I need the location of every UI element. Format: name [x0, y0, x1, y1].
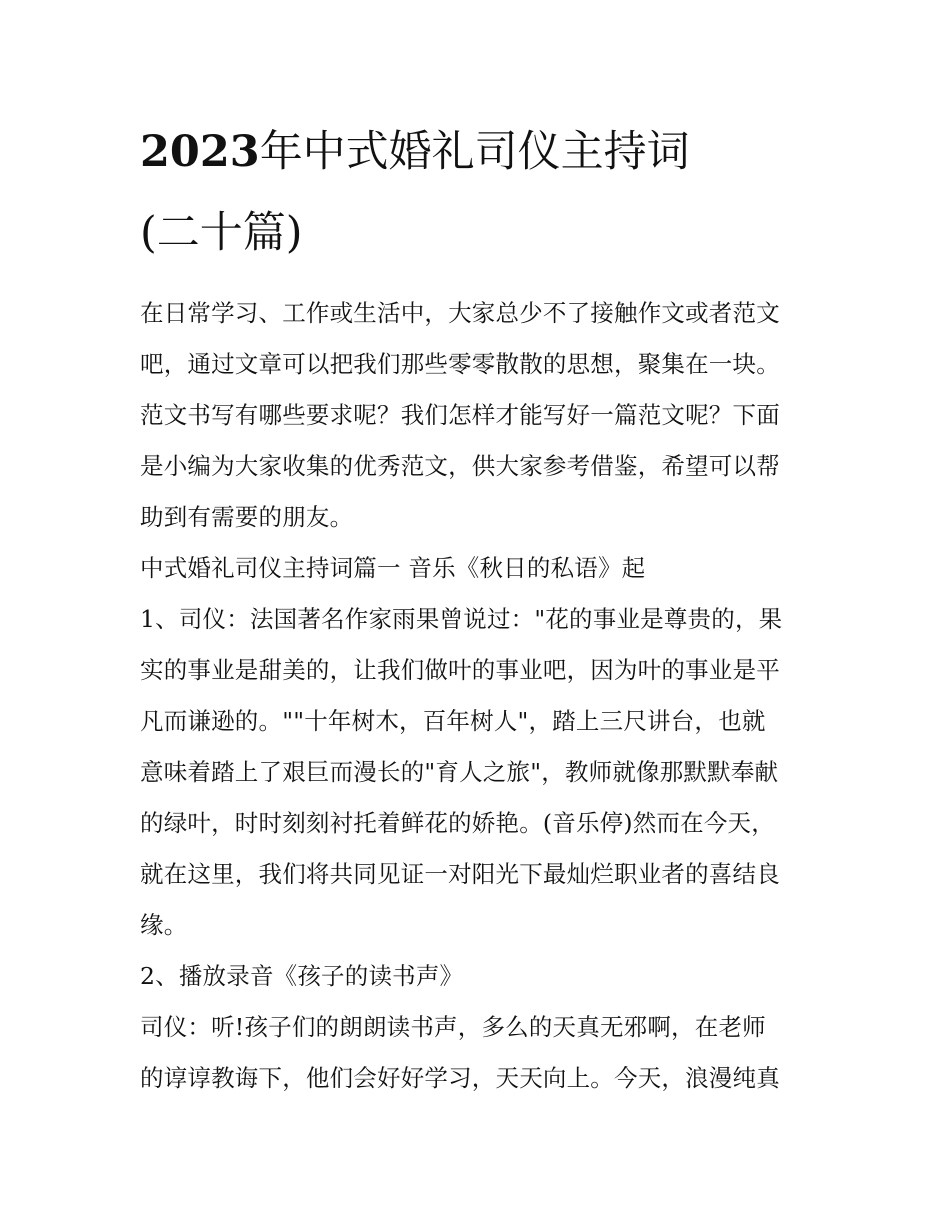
text-line-8: 实的事业是甜美的，让我们做叶的事业吧，因为叶的事业是平 — [140, 656, 780, 684]
document-body — [140, 112, 820, 1104]
text-line-12: 就在这里，我们将共同见证一对阳光下最灿烂职业者的喜结良 — [140, 860, 780, 888]
title-year: 2023 — [140, 127, 260, 177]
text-line-11: 的绿叶，时时刻刻衬托着鲜花的娇艳。(音乐停)然而在今天， — [140, 809, 775, 837]
section-heading-1: 中式婚礼司仪主持词篇一 音乐《秋日的私语》起 — [140, 554, 646, 582]
text-line-5: 助到有需要的朋友。 — [140, 503, 354, 531]
text-line-10: 意味着踏上了艰巨而漫长的"育人之旅"，教师就像那默默奉献 — [140, 758, 779, 786]
text-line-16: 的谆谆教诲下，他们会好好学习，天天向上。今天，浪漫纯真 — [140, 1064, 780, 1092]
text-line-4: 是小编为大家收集的优秀范文，供大家参考借鉴，希望可以帮 — [140, 452, 780, 480]
text-line-1: 在日常学习、工作或生活中，大家总少不了接触作文或者范文 — [140, 299, 780, 327]
text-line-9: 凡而谦逊的。""十年树木，百年树人"，踏上三尺讲台，也就 — [140, 707, 766, 735]
document-title — [140, 112, 820, 274]
title-subtitle: (二十篇) — [140, 208, 303, 258]
text-line-15: 司仪：听!孩子们的朗朗读书声，多么的天真无邪啊，在老师 — [140, 1013, 766, 1041]
text-line-2: 吧，通过文章可以把我们那些零零散散的思想，聚集在一块。 — [140, 350, 780, 378]
text-line-13: 缘。 — [140, 911, 188, 939]
title-main: 年中式婚礼司仪主持词 — [259, 127, 690, 177]
text-line-3: 范文书写有哪些要求呢？我们怎样才能写好一篇范文呢？下面 — [140, 401, 780, 429]
text-line-14: 2、播放录音《孩子的读书声》 — [140, 962, 464, 990]
text-line-7: 1、司仪：法国著名作家雨果曾说过："花的事业是尊贵的，果 — [140, 605, 783, 633]
